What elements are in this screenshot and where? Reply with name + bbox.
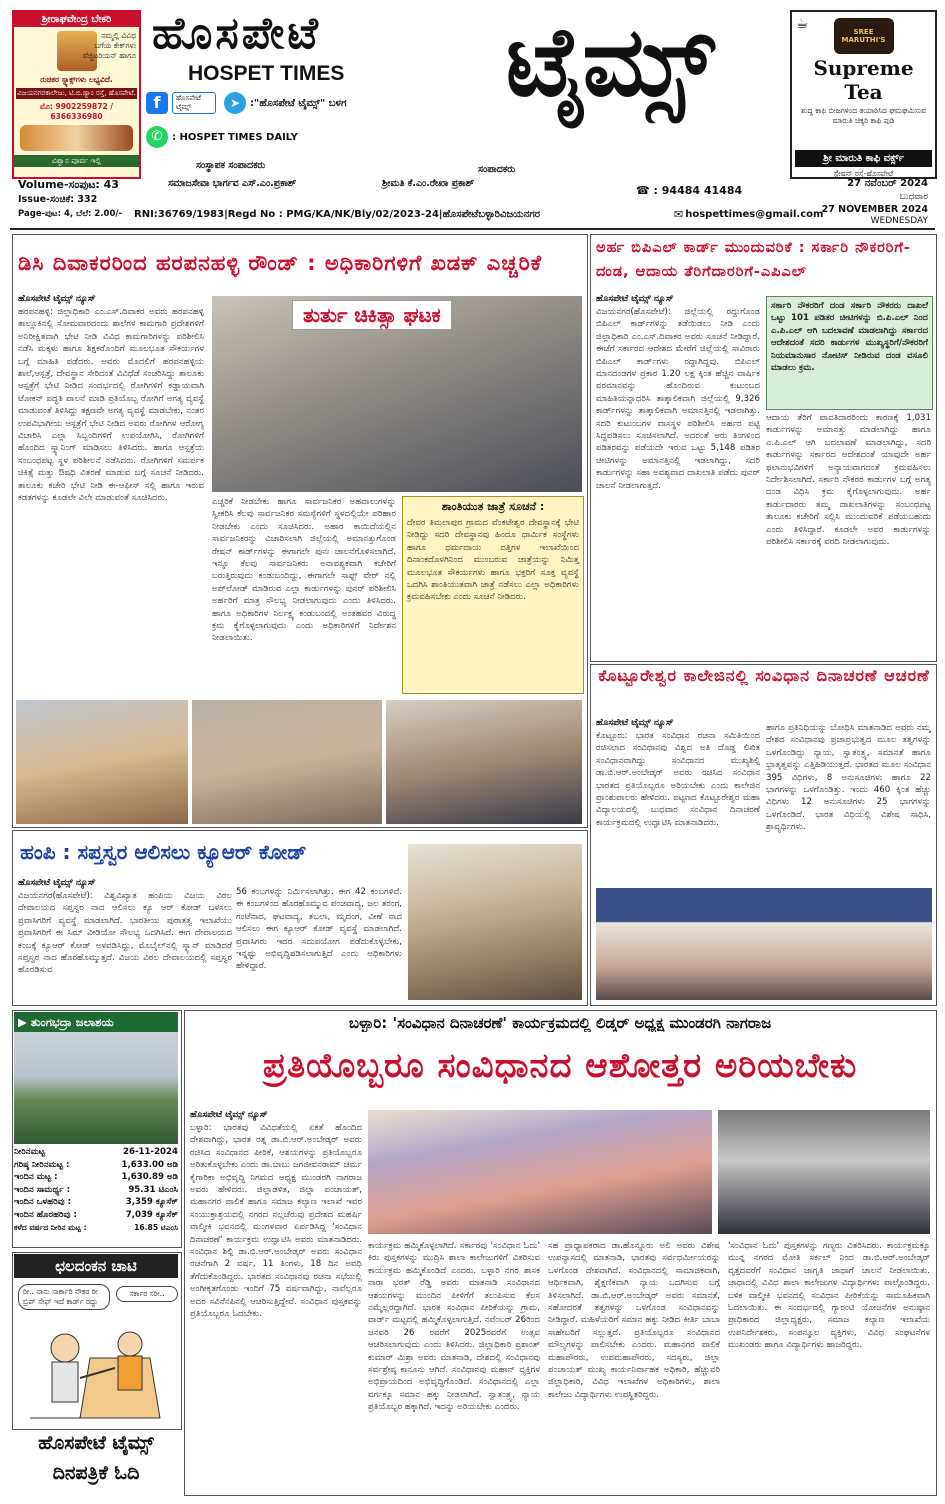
story5-headline: ಪ್ರತಿಯೊಬ್ಬರೂ ಸಂವಿಧಾನದ ಆಶೋತ್ತರ ಅರಿಯಬೇಕು [262, 1046, 858, 1086]
sidebox1-title: ಶಾಂತಿಯುತ ಜಾತ್ರೆ ಸೂಚನೆ : [441, 500, 545, 513]
dam-row-2: ಇಂದಿನ ಮಟ್ಟ : 1,630.89 ಅಡಿ [14, 1172, 178, 1183]
story2-sidebox [766, 296, 933, 410]
story1-headline: ಡಿಸಿ ದಿವಾಕರರಿಂದ ಹರಪನಹಳ್ಳಿ ರೌಂಡ್ : ಅಧಿಕಾರಿಗಳಿಗೆ ಖಡಕ್ ಎಚ್ಚರಿಕೆ [18, 251, 543, 275]
dam-title-text: ತುಂಗಭದ್ರಾ ಜಲಾಶಯ [30, 1015, 114, 1029]
story1-photo3 [192, 700, 382, 824]
story4-col1: ವಿಜಯನಗರ(ಹೊಸಪೇಟೆ): ವಿಶ್ವವಿಖ್ಯಾತ ಹಂಪಿಯ ವಿಜಯ ವಿಠಲ ದೇವಾಲಯದ ಸಪ್ತಸ್ವರ ನಾದ ಆಲಿಸಲು ಕ್ಯೂ ಆರ್ ಕೋಡ್ ಬಳಸಲು ಪ್ರವಾಸಿಗರಿಗೆ ವ್ಯವಸ್ಥೆ ಮಾಡಲಾಗಿದೆ. ಭಾರತೀಯ ಪುರಾತತ್ವ ಇಲಾಖೆಯು ಪ್ರವಾಸಿಗರಿಗೆ ಈ ಸಿಮ್ ವೀಡಿಯೋ ಸೌಲಭ್ಯ ಒದಗಿಸಿದೆ. ಈಗ ದೇವಾಲಯದ ಕಂಬಕ್ಕೆ ಕ್ಯೂಆರ್ ಕೋಡ್ ಅಳವಡಿಸಿದ್ದು, ಮೊಬೈಲ್‌ನಲ್ಲಿ ಸ್ಕ್ಯಾನ್ ಮಾಡಿದರೆ ಸಪ್ತಸ್ವರ ನಾದ ಹೊರಹೊಮ್ಮುತ್ತದೆ. ವಿಜಯ ವಿಠಲ ದೇವಾಲಯದಲ್ಲಿ ಸಪ್ತಸ್ವರ ಹೊರಡಿಸುವ [18, 891, 232, 976]
right-ad-shop: ಶ್ರೀ ಮಾರುತಿ ಕಾಫಿ ವರ್ಕ್ಸ್ [795, 150, 932, 167]
masthead-title-en: HOSPET TIMES [188, 62, 345, 85]
left-ad-line2: ಬಗೆಯ ಕೇಕ್‌ಗಳು [94, 41, 136, 50]
whatsapp-link[interactable] [146, 126, 298, 148]
cartoon-title: ಛಲದಂಕನ ಚಾಟಿ [14, 1254, 178, 1278]
dam-row-3: ಇಂದಿನ ಸಾಮರ್ಥ್ಯ : 95.31 ಟಿಎಂಸಿ [14, 1184, 178, 1195]
story1-col2: ಎಚ್ಚರಿಕೆ ನೀಡಬೇಕು ಹಾಗೂ ಸಾರ್ವಜನಿಕರ ಅಹವಾಲುಗಳನ್ನು ಸ್ವೀಕರಿಸಿ ಕೆಲವು ಸಾರ್ವಜನಿಕರ ಸಮಸ್ಯೆಗಳಿಗೆ ಸ್ಥಳದಲ್ಲಿಯೇ ಪರಿಹಾರ ನೀಡಬೇಕು ಎಂದು ಸೂಚಿಸಿದರು. ಅಹಾರ ಕಾಯಿದೆಯಲ್ಲಿನ ಸಾರ್ವಜನಿಕರನ್ನು ವಿಚಾರಿಸಲಾಗಿ ಜಿಲ್ಲೆಯಲ್ಲಿ ಅಮಾನತ್ತುಗೊಂಡ ರೇಷನ್ ಕಾರ್ಡ್‌ಗಳನ್ನು ಈಗಾಗಲೇ ಪುನಃ ಚಾಲನೆಗೊಳಿಸಲಾಗಿದೆ. ಇನ್ನೂ ಕೆಲವು ಸಾರ್ವಜನಿಕರು ಅನಾವಶ್ಯಕವಾಗಿ ಕಚೇರಿಗೆ ಬರುತ್ತಿರುವುದು ಕಂಡುಬಂದಿದ್ದು, ಈಗಾಗಲೇ ಸಾಫ್ಟ್ ವೇರ್ ನಲ್ಲಿ ಅಪ್‌ಲೋಡ್ ಮಾಡಿರುವ ಎಲ್ಲಾ ಕಾರ್ಡುಗಳನ್ನು ಪುನರ್ ಪರಿಶೀಲಿಸಿ ಅರ್ಹರಿಗೆ ಮಾತ್ರ ಸೌಲಭ್ಯ ನೀಡಲಾಗುವುದು ಎಂದು ತಿಳಿಸಿದರು. ಹಾಗೂ ಅಧಿಕಾರಿಗಳ ನಿರ್ಲಕ್ಷ್ಯ ಕಂಡುಬಂದಲ್ಲಿ ಅಂತಹವರ ವಿರುದ್ಧ ಕ್ರಮ ಕೈಗೊಳ್ಳಲಾಗುವುದು ಎಂದು ಅಧಿಕಾರಿಗಳಿಗೆ ನಿರ್ದೇಶನ ನೀಡಲಾಯಿತು. [212, 497, 396, 644]
story2-headline: ಅರ್ಹ ಬಿಪಿಎಲ್ ಕಾರ್ಡ್ ಮುಂದುವರಿಕೆ : ಸರ್ಕಾರಿ ನೌಕರರಿಗೆ-ದಂಡ, ಆದಾಯ ತೆರಿಗೆದಾರರಿಗೆ-ಎಪಿಎಲ್ [596, 240, 911, 280]
story5-col4: 'ಸಂವಿಧಾನ ಓದು' ಪುಸ್ತಕಗಳನ್ನು ಗಣ್ಯರು ವಿತರಿಸಿದರು. ಕಾರ್ಯಕ್ರಮಕ್ಕೂ ಮುನ್ನ ನಗರದ ಮೋತಿ ಸರ್ಕಲ್ ನಿಂದ ಡಾ.ಬಿ.ಆರ್.ಅಂಬೇಡ್ಕರ್ ವೃತ್ತದವರೆಗೆ ಸಂವಿಧಾನ ಜಾಗೃತಿ ಜಾಥಾಗೆ ಚಾಲನೆ ನೀಡಲಾಯಿತು. ಜಾಥಾದಲ್ಲಿ ವಿವಿಧ ಶಾಲಾ ಕಾಲೇಜುಗಳ ವಿದ್ಯಾರ್ಥಿಗಳು ಪಾಲ್ಗೊಂಡಿದ್ದರು. ಬಳಿಕ ವಾಲ್ಮೀಕಿ ಭವನದಲ್ಲಿ ಸಂವಿಧಾನ ಪೀಠಿಕೆಯನ್ನು ಸಾಮೂಹಿಕವಾಗಿ ಓದಲಾಯಿತು. ಈ ಸಂದರ್ಭದಲ್ಲಿ ಗ್ಯಾರಂಟಿ ಯೋಜನೆಗಳ ಅನುಷ್ಠಾನ ಪ್ರಾಧಿಕಾರದ ಜಿಲ್ಲಾಧ್ಯಕ್ಷರು, ಸಮಾಜ ಕಲ್ಯಾಣ ಇಲಾಖೆಯ ಉಪನಿರ್ದೇಶಕರು, ಸಂಪನ್ಮೂಲ ವ್ಯಕ್ತಿಗಳು, ವಿವಿಧ ಸಂಘಟನೆಗಳ ಮುಖಂಡರು ಹಾಗೂ ವಿದ್ಯಾರ್ಥಿಗಳು ಹಾಜರಿದ್ದರು. [728, 1241, 930, 1351]
telegram-icon: ➤ [224, 92, 246, 114]
promo-line1: ಹೊಸಪೇಟೆ ಟೈಮ್ಸ್ [38, 1432, 154, 1454]
date-en: 27 NOVEMBER 2024 [821, 204, 928, 215]
story3-headline: ಕೊಟ್ಟೂರೇಶ್ವರ ಕಾಲೇಜಿನಲ್ಲಿ ಸಂವಿಧಾನ ದಿನಾಚರಣೆ ಆಚರಣೆ [598, 666, 930, 685]
mail-icon: ✉ [674, 208, 684, 221]
facebook-icon: f [146, 92, 168, 114]
masthead-rule [10, 228, 935, 230]
right-ad-brand: SREE MARUTHI'S [841, 28, 886, 44]
left-ad-phone: ಮೊ: 9902259872 / 6366336980 [39, 102, 114, 121]
story5-photo2 [718, 1110, 930, 1234]
left-ad-cakes [20, 125, 133, 151]
story3-col1: ಕೊಟ್ಟೂರು: ಭಾರತ ಸಂವಿಧಾನ ರಚನಾ ಸಮಿತಿಯಿಂದ ರಚಿಸಲಾದ ಸಂವಿಧಾನವು ವಿಶ್ವದ ಅತಿ ದೊಡ್ಡ ಲಿಖಿತ ಸಂವಿಧಾನವಾಗಿದ್ದು ಸಂವಿಧಾನದ ಮುಖ್ಯಶಿಲ್ಪಿ ಡಾ.ಬಿ.ಆರ್.ಅಂಬೇಡ್ಕರ್ ಅವರು ರಚಿಸಿದ ಸಂವಿಧಾನ ಭಾರತದ ಪ್ರತಿಯೊಬ್ಬರೂ ಅರಿಯಬೇಕು ಎಂದು ಕಾಲೇಜಿನ ಪ್ರಾಂಶುಪಾಲರು ಹೇಳಿದರು. ಪಟ್ಟಣದ ಕೊಟ್ಟೂರೇಶ್ವರ ಮಹಾ ವಿದ್ಯಾಲಯದಲ್ಲಿ ಬುಧವಾರ ಸಂವಿಧಾನ ದಿನಾಚರಣೆ ಕಾರ್ಯಕ್ರಮದಲ್ಲಿ ಉದ್ಘಾಟಿಸಿ ಮಾತನಾಡಿದರು. [596, 731, 760, 828]
dam-row-1: ಗರಿಷ್ಠ ನೀರಿನಮಟ್ಟ : 1,633.00 ಅಡಿ [14, 1159, 178, 1170]
right-ad-title: Supreme Tea [813, 56, 914, 104]
story2-col2: ಆದಾಯ ತೆರಿಗೆ ಪಾವತಿದಾರರಿಂದು ಕಾರಣಕ್ಕೆ 1,031 ಕಾರ್ಡುಗಳನ್ನು ಅಮಾನತ್ತು ಮಾಡಲಾಗಿದ್ದು ಹಾಗೂ ಎ.ಪಿ.ಎಲ್ ಆಗಿ ಬದಲಾವಣೆ ಮಾಡಲಾಗಿದ್ದು, ಸದರಿ ಕಾರ್ಡುಗಳನ್ನು ಸರ್ಕಾರದ ಆದೇಶದಂತೆ ಯಾವುದೇ ಅರ್ಹ ಫಲಾನುಭವಿಗಳಿಗೆ ಅನ್ಯಾಯವಾಗದಂತೆ ಕ್ರಮವಹಿಸಲು ನಿರ್ದೇಶಿಸಲಾಗಿದೆ. ಸರ್ಕಾರಿ ನೌಕರರ ಕಾರ್ಡುಗಳ ಬಗ್ಗೆ ಅಗತ್ಯ ದಂಡ ವಿಧಿಸಿ ಕ್ರಮ ಕೈಗೊಳ್ಳಲಾಗುವುದು. ಅರ್ಹ ಕಾರ್ಡುದಾರರು ತಮ್ಮ ದಾಖಲಾತಿಗಳನ್ನು ಸಂಬಂಧಪಟ್ಟ ತಾಲೂಕು ಕಚೇರಿಗೆ ಸಲ್ಲಿಸಿ ಮುಂದುವರಿಕೆ ಪಡೆಯಬಹುದು ಎಂದು ತಿಳಿಸಿದ್ದಾರೆ. ಕೂಡಲೇ ಅವರ ಕಾರ್ಡುಗಳನ್ನು ಪರಿಶೀಲಿಸಿ ಸರ್ಕಾರಕ್ಕೆ ವರದಿ ನೀಡಲಾಗುವುದು. [766, 413, 931, 548]
cartoon-drawing [20, 1318, 170, 1422]
left-ad-line4: ರುಚಿಕರ ಸ್ನ್ಯಾಕ್ಸ್‌ಗಳು ಲಭ್ಯವಿದೆ. [40, 75, 113, 84]
left-ad [12, 10, 141, 179]
story2-col1: ವಿಜಯನಗರ(ಹೊಸಪೇಟೆ): ಜಿಲ್ಲೆಯಲ್ಲಿ ರದ್ದುಗೊಂಡ ಬಿಪಿಎಲ್ ಕಾರ್ಡ್‌ಗಳನ್ನು ತಡೆಯಿಡಲು ನೀಡಿ ಎಂದು ಜಿಲ್ಲಾಧಿಕಾರಿ ಎಂ.ಎಸ್.ದಿವಾಕರ ಅವರು ಸೂಚನೆ ನೀಡಿದ್ದಾರೆ. ಈಚೆಗೆ ಸರ್ಕಾರದ ಆದೇಶದ ಮೇರೆಗೆ ಜಿಲ್ಲೆಯಲ್ಲಿ ಸಾವಿರಾರು ಬಿಪಿಎಲ್ ಕಾರ್ಡ್‌ಗಳು ರದ್ದಾಗಿದ್ದವು. ಬಿಪಿಎಲ್ ಮಾನದಂಡಗಳ ಪ್ರಕಾರ 1.20 ಲಕ್ಷ ಕ್ಕಿಂತ ಹೆಚ್ಚಿನ ವಾರ್ಷಿಕ ವರಮಾನವನ್ನು ಹೊಂದಿರುವ ಕುಟುಂಬದ ಮಾಹಿತಿಯನ್ನಾಧರಿಸಿ ತಾತ್ಕಾಲಿಕವಾಗಿ ಜಿಲ್ಲೆಯಲ್ಲಿ 9,326 ಕಾರ್ಡ್‌ಗಳನ್ನು ತಾತ್ಕಾಲಿಕವಾಗಿ ಅಮಾನತ್ತಿನಲ್ಲಿ ಇಡಲಾಗಿತ್ತು. ಸದರಿ ಕುಟುಂಬಗಳ ವಾಸಸ್ಥಳ ಪರಿಶೀಲಿಸಿ ಅರ್ಹರ ಪಟ್ಟಿ ಸಿದ್ಧಪಡಿಸಲು ಸೂಚಿಸಲಾಗಿದೆ. ಅದರಂತೆ ಅರು ತಿಂಗಳಿಂದ ಪಡಿತರವನ್ನು ಪಡೆಯದೇ ಇರುವ ಒಟ್ಟು 5,148 ಪಡಿತರ ಚೀಟಿಗಳನ್ನು ಅಮಾನತ್ತಿನಲ್ಲಿ ಇಡಲಾಗಿದ್ದು, ಸದರಿ ಕಾರ್ಡುಗಳನ್ನು ಸಹಾ ಅವಶ್ಯವಾದ ದಾಖಲಾತಿ ಪಡೆದು ಪುನರ್ ಚಾಲನೆ ನೀಡಲಾಗುತ್ತದೆ. [596, 307, 760, 491]
founder-label: ಸಂಸ್ಥಾಪಕ ಸಂಪಾದಕರು [196, 160, 266, 171]
issue: Issue-ಸಂಚಿಕೆ: 332 [18, 194, 98, 205]
story3-col2: ಹಾಗೂ ಪ್ರತಿನಿಧಿಯನ್ನು ಬೋಧಿಸಿ ಮಾತನಾಡಿದ ಅವರು ನಮ್ಮ ದೇಶದ ಸಂವಿಧಾನವು ಪ್ರಜಾಪ್ರಭುತ್ವದ ಮೂಲ ತತ್ವಗಳನ್ನು ಒಳಗೊಂಡಿದ್ದು ನ್ಯಾಯ, ಸ್ವಾತಂತ್ರ್ಯ, ಸಮಾನತೆ ಹಾಗೂ ಭ್ರಾತೃತ್ವವನ್ನು ಎತ್ತಿಹಿಡಿಯುತ್ತದೆ. ಭಾರತದ ಮೂಲ ಸಂವಿಧಾನ 395 ವಿಧಿಗಳು, 8 ಅನುಸೂಚಿಗಳು ಹಾಗೂ 22 ಭಾಗಗಳನ್ನು ಒಳಗೊಂಡಿತ್ತು. ಇಂದು 460 ಕ್ಕಿಂತ ಹೆಚ್ಚು ವಿಧಿಗಳು 12 ಅನುಸೂಚಿಗಳು 25 ಭಾಗಗಳನ್ನು ಒಳಗೊಂಡಿದೆ. ಭಾರತ ವಿಧಿಯಲ್ಲಿ ವಿಶೇಷ ಸಾಧಿಸಿ, ಶ್ರಾವ್ಯರ್ಥಿಗಳು. [766, 723, 931, 833]
phone-number: ☎ : 94484 41484 [636, 184, 743, 197]
date-kn: 27 ನವೆಂಬರ್ 2024 [847, 178, 928, 189]
masthead-big-word: ಟೈಮ್ಸ್ [505, 5, 715, 118]
masthead-title-kn: ಹೊಸಪೇಟೆ [152, 8, 321, 59]
cartoon-bubble1: ರೀ.. ನಾನು ಸಾರ್ಕಾರಿ ನೌಕರ ರೀ ಬ್ರಿಪ್ ಸೇಫ್ ಇದೆ ಕಾರ್ಡ್ ರದ್ದು [18, 1284, 110, 1310]
facebook-text: ಹೊಸಪೇಟೆ ಟೈಮ್ಸ್ [172, 92, 216, 114]
left-ad-address: ವಿಜಯನಗರಕಾಲೇಜು, ಟಿ.ಬಿ.ಡ್ಯಾಂ ರಸ್ತೆ, ಹೊಸಪೇಟೆ. [17, 89, 136, 97]
right-ad-logo [834, 18, 894, 54]
dam-table [14, 1146, 178, 1234]
dam-row-6: ಕಳೆದ ವರ್ಷದ ನೀರಿನ ಮಟ್ಟ : 16.85 ಟಿಎಂಸಿ [14, 1222, 178, 1232]
day-en: WEDNESDAY [870, 216, 928, 226]
story5-col1: ಬಳ್ಳಾರಿ: ಭಾರತವು ವಿವಿಧತೆಯಲ್ಲಿ ಏಕತೆ ಹೊಂದಿದ ದೇಶವಾಗಿದ್ದು, ಭಾರತ ರತ್ನ ಡಾ.ಬಿ.ಆರ್.ಅಂಬೇಡ್ಕರ್ ಅವರು ರಚಿಸಿದ ಸಂವಿಧಾನದ ಪೀಠಿಕೆ, ಆಶಯಗಳನ್ನು ಪ್ರತಿಯೊಬ್ಬರೂ ಅರಿತುಕೊಳ್ಳಬೇಕು ಎಂದು ಡಾ.ಬಾಬು ಜಗಜೀವನರಾಮ್ ಚರ್ಮ ಕೈಗಾರಿಕಾ ಅಭಿವೃದ್ಧಿ ನಿಗಮದ ಅಧ್ಯಕ್ಷ ಮುಂಡರಗಿ ನಾಗರಾಜ ಅವರು ಹೇಳಿದರು. ಜಿಲ್ಲಾಡಳಿತ, ಜಿಲ್ಲಾ ಪಂಚಾಯತ್, ಮಹಾನಗರ ಪಾಲಿಕೆ ಹಾಗೂ ಸಮಾಜ ಕಲ್ಯಾಣ ಇಲಾಖೆ ಇವರ ಸಂಯುಕ್ತಾಶ್ರಯದಲ್ಲಿ ನಗರದ ನಲ್ಲಚೆರುವು ಪ್ರದೇಶದ ಮಹರ್ಷಿ ವಾಲ್ಮೀಕಿ ಭವನದಲ್ಲಿ ಮಂಗಳವಾರ ಏರ್ಪಡಿಸಿದ್ದ 'ಸಂವಿಧಾನ ದಿನಾಚರಣೆ' ಕಾರ್ಯಕ್ರಮ ಉದ್ಘಾಟಿಸಿ ಅವರು ಮಾತನಾಡಿದರು. ಸಂವಿಧಾನ ಶಿಲ್ಪಿ ಡಾ.ಬಿ.ಆರ್.ಅಂಬೇಡ್ಕರ್ ಅವರು ಸಂವಿಧಾನ ರಚನೆಗಾಗಿ 2 ವರ್ಷ, 11 ತಿಂಗಳು, 18 ದಿನ ಅವಧಿ ತೆಗೆದುಕೊಂಡಿದ್ದರು. ಭಾರತದ ಸಂವಿಧಾನವು ರಚನಾ ಸಭೆಯಲ್ಲಿ ಅಂಗೀಕೃತಗೊಂಡು ಇಂದಿಗೆ 75 ವರ್ಷವಾಗಿದ್ದು, ನಾವೆಲ್ಲರೂ ಅದರ ಸವಿನೆನಪಿನಲ್ಲಿ ಆಚರಿಸುತ್ತಿದ್ದೇವೆ. ಸಂವಿಧಾನ ಪುಸ್ತಕವನ್ನು ಪ್ರತಿಯೊಬ್ಬರೂ ಓದಬೇಕು. [190, 1123, 362, 1320]
dam-photo [14, 1032, 178, 1144]
story4-headline: ಹಂಪಿ : ಸಪ್ತಸ್ವರ ಆಲಿಸಲು ಕ್ಯೂಆರ್ ಕೋಡ್ [20, 840, 307, 864]
left-ad-line1: ನಮ್ಮಲ್ಲಿ ವಿವಿಧ [101, 31, 136, 40]
telegram-text: :"ಹೊಸಪೇಟೆ ಟೈಮ್ಸ್" ಬಳಗ [250, 97, 347, 109]
story3-byline: ಹೊಸಪೇಟೆ ಟೈಮ್ಸ್ ನ್ಯೂಸ್ [596, 718, 674, 728]
right-ad-desc: ಶುದ್ಧ ಕಾಫಿ ಬೀಜಗಳಿಂದ ತಯಾರಿಸಿದ ಘಮಘಮಿಸುವ ಮಾರುತಿ ಚಿಕ್ಕರಿ ಕಾಫಿ ಪುಡಿ [800, 106, 927, 125]
story2-byline: ಹೊಸಪೇಟೆ ಟೈಮ್ಸ್ ನ್ಯೂಸ್ [596, 294, 674, 304]
story5-col2: ಕಾರ್ಯಕ್ರಮ ಹಮ್ಮಿಕೊಳ್ಳಲಾಗಿದೆ. ಸರ್ಕಾರವು 'ಸಂವಿಧಾನ ಓದು' ಕಿರು ಪುಸ್ತಕಗಳನ್ನು ಮುದ್ರಿಸಿ ಶಾಲಾ ಕಾಲೇಜುಗಳಿಗೆ ವಿತರಿಸುವ ಕಾರ್ಯಕ್ರಮ ಹಮ್ಮಿಕೊಂಡಿದೆ ಎಂದರು. ಬಳ್ಳಾರಿ ನಗರ ಶಾಸಕ ನಾರಾ ಭರತ್ ರೆಡ್ಡಿ ಅವರು ಮಾತನಾಡಿ ಸಂವಿಧಾನದ ಆಶಯಗಳನ್ನು ಮುಂದಿನ ಪೀಳಿಗೆಗೆ ತಲುಪಿಸುವ ಕೆಲಸ ನಮ್ಮೆಲ್ಲರದ್ದಾಗಿದೆ. ಭಾರತ ಸಂವಿಧಾನ ಪೀಠಿಕೆಯನ್ನು ಗ್ರಾಮ, ವಾರ್ಡ್ ಮಟ್ಟದಲ್ಲಿ ಹಮ್ಮಿಕೊಳ್ಳಲಾಗುತ್ತಿದೆ. ನವೆಂಬರ್ 26ರಿಂದ ಜನವರಿ 26 ರವರೆಗೆ 2025ರವರೆಗೆ ಉತ್ಸವ ಆಚರಿಸಲಾಗುವುದು ಎಂದು ತಿಳಿಸಿದರು. ಜಿಲ್ಲಾಧಿಕಾರಿ ಪ್ರಶಾಂತ್ ಕುಮಾರ್ ಮಿಶ್ರಾ ಅವರು ಮಾತನಾಡಿ, ದೇಶದಲ್ಲಿ ಸಂವಿಧಾನವು ಸರ್ವಶ್ರೇಷ್ಠ ಕಾನೂನು ಆಗಿದೆ. ಸಂವಿಧಾನವು ಮಹಾನ್ ವ್ಯಕ್ತಿಗಳ ಅಭಿಪ್ರಾಯದಿಂದ ಅಭಿವೃದ್ಧಿಗೊಂಡಿದೆ. ಸಂವಿಧಾನದಲ್ಲಿ ಎಲ್ಲಾ ವರ್ಗಕ್ಕೂ ಸಮಾನ ಹಕ್ಕು ನೀಡಲಾಗಿದೆ. ಸ್ವಾತಂತ್ರ್ಯ, ನ್ಯಾಯ ಪ್ರತಿಯೊಬ್ಬರ ಹಕ್ಕಾಗಿದೆ. ಇದನ್ನು ಅರಿಯಬೇಕು ಎಂದರು. [368, 1241, 540, 1413]
left-ad-footer: ವಿಶ್ವಾಸ ಪೂರ್ವ ಇಲ್ಲಿ [14, 155, 139, 167]
story1-photo2 [16, 700, 188, 824]
story2-sidebox-text: ಸರ್ಕಾರಿ ನೌಕರರಿಗೆ ದಂಡ ಸರ್ಕಾರಿ ನೌಕರರು ದಾಖಲೆ ಒಟ್ಟು 101 ಪಡಿತರ ಚೀಟಿಗಳನ್ನು ಬಿ.ಪಿ.ಎಲ್ ನಿಂದ ಎ.ಪಿ.ಎಲ್ ಆಗಿ ಬದಲಾವಣೆ ಮಾಡಲಾಗಿದ್ದು ಸರ್ಕಾರದ ಆದೇಶದಂತೆ ಸದರಿ ಕಾರ್ಡುಗಳ ಮುಖ್ಯಸ್ಥರಿಗೆ/ನೌಕರರಿಗೆ ನಿಯಮಾನುಸಾರ ನೋಟಿಸ್ ನೀಡಿರುವ ದಂಡ ವಸೂಲಿ ಮಾಡಲು ಕ್ರಮ. [771, 301, 928, 374]
right-ad-address: ಸ್ಟೇಷನ್ ರಸ್ತೆ-ಹೊಸಪೇಟೆ [833, 169, 894, 178]
story1-photo [212, 296, 582, 492]
founder-name: ಸಮಾಜಸೇವಾ ಭಾರ್ಗವ ಎಸ್.ಎಂ.ಪ್ರಕಾಶ್ [168, 178, 297, 189]
cartoon-bubble2: ಸರ್ಕಾರ ಸರೀ.. [116, 1286, 178, 1302]
story5-byline: ಹೊಸಪೇಟೆ ಟೈಮ್ಸ್ ನ್ಯೂಸ್ [190, 1110, 268, 1120]
story5-col3: ಸಹ ಪ್ರಾಧ್ಯಾಪಕರಾದ ಡಾ.ಹೊನ್ನೂರು ಅಲಿ ಅವರು ವಿಶೇಷ ಉಪನ್ಯಾಸದಲ್ಲಿ ಮಾತನಾಡಿ, ಭಾರತವು ಸರ್ವಧರ್ಮೀಯರನ್ನು ಒಳಗೊಂಡ ದೇಶವಾಗಿದೆ. ಸಂವಿಧಾನದಲ್ಲಿ ಸಾಮಾಜಿಕವಾಗಿ, ಆರ್ಥಿಕವಾಗಿ, ಶೈಕ್ಷಣಿಕವಾಗಿ ನ್ಯಾಯ ಒದಗಿಸುವ ಬಗ್ಗೆ ತಿಳಿಸಲಾಗಿದೆ. ಡಾ.ಬಿ.ಆರ್.ಅಂಬೇಡ್ಕರ್ ಅವರು ಸಮಾನತೆ, ಸಹೋದರತೆ ತತ್ವಗಳನ್ನು ಒಳಗೊಂಡ ಸಂವಿಧಾನವನ್ನು ನೀಡಿದ್ದಾರೆ. ಮಹಿಳೆಯರಿಗೆ ಸಮಾನ ಹಕ್ಕು ನೀಡಿದ ಕೀರ್ತಿ ಬಾಬಾ ಸಾಹೇಬರಿಗೆ ಸಲ್ಲುತ್ತದೆ. ಪ್ರತಿಯೊಬ್ಬರೂ ಸಂವಿಧಾನದ ಮೌಲ್ಯಗಳನ್ನು ಪಾಲಿಸಬೇಕು ಎಂದರು. ಮಹಾನಗರ ಪಾಲಿಕೆ ಮಹಾಪೌರರು, ಉಪಮಹಾಪೌರರು, ಸದಸ್ಯರು, ಜಿಲ್ಲಾ ಪಂಚಾಯತ್ ಮುಖ್ಯ ಕಾರ್ಯನಿರ್ವಾಹಕ ಅಧಿಕಾರಿ, ಹೆಚ್ಚುವರಿ ಜಿಲ್ಲಾಧಿಕಾರಿ, ವಿವಿಧ ಇಲಾಖೆಗಳ ಅಧಿಕಾರಿಗಳು, ಶಾಲಾ ಕಾಲೇಜು ವಿದ್ಯಾರ್ಥಿಗಳು ಉಪಸ್ಥಿತರಿದ್ದರು. [548, 1241, 720, 1400]
story5-photo1 [368, 1110, 712, 1234]
dam-title [14, 1012, 178, 1033]
tea-cup-icon: ☕ [796, 16, 809, 32]
left-ad-line3: ವೆಜ್ಜಿಟರಿಯನ್ ಹಾಗೂ [82, 51, 136, 60]
dam-row-4: ಇಂದಿನ ಒಳಹರಿವು : 3,359 ಕ್ಯೂಸೆಕ್ [14, 1197, 178, 1208]
story1-col1: ಹರಪನಹಳ್ಳಿ: ಜಿಲ್ಲಾಧಿಕಾರಿ ಎಂ.ಎಸ್.ದಿವಾಕರ ಅವರು ಹರಪನಹಳ್ಳಿ ತಾಲ್ಲೂಕಿನಲ್ಲಿ ಸೋಮವಾರದಂದು ಶಾಲೆಗಳ ಕಾಮಗಾರಿ ಪ್ರದೇಶಗಳಿಗೆ ಅನಿರೀಕ್ಷಿತವಾಗಿ ಭೇಟಿ ನೀಡಿ ವಿವಿಧ ಕಾಮಗಾರಿಗಳನ್ನು ಪರಿಶೀಲಿಸಿ ನಡೆಸಿ ಮಕ್ಕಳು ಹಾಗೂ ಶಿಕ್ಷಕರೊಂದಿಗೆ ಮೂಲಭೂತ ಸೌಕರ್ಯಗಳ ಬಗ್ಗೆ ಮಾಹಿತಿ ಪಡೆದರು. ಅವರು ಮೊದಲಿಗೆ ಹರಪನಹಳ್ಳಿಯ ಶಾಲೆ,ಆಸ್ಪತ್ರೆ, ದೇವಸ್ಥಾನ ಸೇರಿದಂತೆ ವಿವಿಧೆಡೆ ಸಂಚರಿಸಿದ್ದು ತಾಲೂಕು ಆಸ್ಪತ್ರೆಗೆ ಭೇಟಿ ನೀಡಿದ ಸಂದರ್ಭದಲ್ಲಿ ರೋಗಿಗಳಿಗೆ ಕಡ್ಡಾಯವಾಗಿ ಟೋಕನ್ ಪದ್ಧತಿ ಪಾಲನೆ ಮಾಡಿ ಪ್ರತಿಯೊಬ್ಬ ರೋಗಿಗೆ ಅಗತ್ಯ ವ್ಯವಸ್ಥೆ ಮಾಡುವಂತೆ ತಿಳಿಸಿದ್ದು ತಕ್ಷಣವೇ ಅಗತ್ಯ ವ್ಯವಸ್ಥೆ ಮಾಡಬೇಕು, ನಂತರ ಉಪವಿಭಾಗೀಯ ಆಸ್ಪತ್ರೆಗೆ ಭೇಟಿ ನೀಡಿದ ಅವರು ರೋಗಿಗಳ ಆರೋಗ್ಯ ವಿಚಾರಿಸಿ ಎಲ್ಲಾ ಸಿಬ್ಬಂದಿಗಳಿಗೆ ಉಪಯೋಗಿಸಿ, ರೋಗಿಗಳಿಗೆ ಹೊಂದಿದ ಸ್ಕ್ಯಾನಿಂಗ್ ಮಾಡಿಸಲು ತಿಳಿಸಿದರು. ಹಾಗೂ ಆಸ್ಪತ್ರೆಯ ಸಂಬಂಧಪಟ್ಟ ಸ್ಥಳ ಪರಿಶೀಲನೆ ನಡೆಸಿದರು. ರೋಗಿಗಳಿಗೆ ಸಮರ್ಪಕ ಚಿಕಿತ್ಸೆ ಮತ್ತು ಔಷಧಿ ವಿತರಣೆ ಮಾಡುವ ಬಗ್ಗೆ ಸೂಚನೆ ನೀಡಿದರು. ತಾಲೂಕು ಕಚೇರಿ ಭೇಟಿ ನೀಡಿ ಈ-ಆಫೀಸ್ ಸಲ್ಲಿ ಹಾಗೂ ಇರುವ ಕಡತಗಳನ್ನು ಕೂಡಲೇ ವಿಲೇ ಮಾಡುವಂತೆ ಸೂಚಿಸಿದರು. [18, 307, 204, 504]
editor-label: ಸಂಪಾದಕರು [478, 164, 516, 175]
dam-row-5: ಇಂದಿನ ಹೊರಹರಿವು : 7,039 ಕ್ಯೂಸೆಕ್ [14, 1209, 178, 1220]
story1-photo4 [386, 700, 582, 824]
story4-col2: 56 ಕಂಬಗಳನ್ನು ನಿರ್ಮಿಸಲಾಗಿತ್ತು. ಈಗ 42 ಕಂಬಗಳಿವೆ. ಈ ಕಂಬಗಳಿಂದ ಹೊರಹೊಮ್ಮುವ ಪಂಚವಾದ್ಯ, ಜಲ ತರಂಗ, ಗಂಟೆನಾದ, ಘಟವಾದ್ಯ, ತಬಲಾ, ಮೃದಂಗ, ವೀಣೆ ನಾದ ಆಲಿಸಲು ಈಗ ಕ್ಯೂಆರ್ ಕೋಡ್ ವ್ಯವಸ್ಥೆ ಮಾಡಲಾಗಿದೆ. ಪ್ರವಾಸಿಗರು ಇದರ ಸದುಪಯೋಗ ಪಡೆದುಕೊಳ್ಳಬೇಕು, ಇನ್ನಷ್ಟು ಅಭಿವೃದ್ಧಿಪಡಿಸಲಾಗುತ್ತಿದೆ ಎಂದು ಅಧಿಕಾರಿಗಳು ಹೇಳಿದ್ದಾರೆ. [236, 887, 402, 972]
rni-line: RNI:36769/1983|Regd No : PMG/KA/NK/Bly/02/2023-24|ಹೊಸಪೇಟೆಬಳ್ಳಾರಿವಿಜಯನಗರ [134, 209, 541, 220]
facebook-link[interactable] [146, 92, 216, 114]
editor-name: ಶ್ರೀಮತಿ ಕೆ.ಎಂ.ರೇಖಾ ಪ್ರಕಾಶ್ [382, 178, 475, 189]
email-text: hospettimes@gmail.com [685, 209, 824, 220]
left-ad-title: ಶ್ರೀರಾಘವೇಂದ್ರ ಬೇಕರಿ [14, 12, 139, 27]
dam-arrow-icon: ▶ [18, 1015, 31, 1029]
whatsapp-icon: ✆ [146, 126, 168, 148]
right-ad [790, 10, 937, 179]
telegram-link[interactable] [224, 92, 346, 114]
pages-price: Page-ಪುಟ: 4, ಬೆಲೆ: 2.00/- [18, 209, 123, 219]
story4-byline: ಹೊಸಪೇಟೆ ಟೈಮ್ಸ್ ನ್ಯೂಸ್ [18, 878, 96, 888]
dam-row-0: ನೀರಿನಮಟ್ಟ 26-11-2024 [14, 1147, 178, 1157]
story1-byline: ಹೊಸಪೇಟೆ ಟೈಮ್ಸ್ ನ್ಯೂಸ್ [18, 294, 96, 304]
story4-photo [408, 844, 582, 1000]
story3-photo [596, 888, 932, 1000]
story5-kicker: ಬಳ್ಳಾರಿ: 'ಸಂವಿಧಾನ ದಿನಾಚರಣೆ' ಕಾರ್ಯಕ್ರಮದಲ್ಲಿ ಲಿಡ್ಕರ್ ಅಧ್ಯಕ್ಷ ಮುಂಡರಗಿ ನಾಗರಾಜ [348, 1014, 772, 1032]
sidebox1 [402, 496, 584, 694]
day-kn: ಬುಧವಾರ [899, 192, 928, 202]
sidebox1-body: ದೇವರ ತಿಮಲಾಪುರ ಗ್ರಾಮದ ವೆಂಕಟೇಶ್ವರ ದೇವಸ್ಥಾನಕ್ಕೆ ಭೇಟಿ ನೀಡಿದ್ದು ಸದರಿ ದೇವಸ್ಥಾನವು ಹಿಂದೂ ಧಾರ್ಮಿಕ ಸಂಸ್ಥೆಗಳು ಹಾಗೂ ಧರ್ಮದಾಯ ದತ್ತಿಗಳ ಇಲಾಖೆಯಿಂದ ದಿನಾಂಕದೊಳಗಿನಿಂದ ಮುಂಬರುವ ಜಾತ್ರೆಯನ್ನು ನಿಮಿತ್ತ ಮೂಲಭೂತ ಸೌಕರ್ಯಗಳು ಹಾಗೂ ಭಕ್ತರಿಗೆ ಸೂಕ್ತ ವ್ಯವಸ್ಥೆ ಒದಗಿಸಿ ಶಾಂತಿಯುತವಾಗಿ ಜಾತ್ರೆ ನಡೆಸಲು ಎಲ್ಲಾ ಅಧಿಕಾರಿಗಳು ಕ್ರಮವಹಿಸಬೇಕು ಎಂದು ಸೂಚನೆ ನೀಡಿದರು. [407, 518, 579, 603]
volume: Volume-ಸಂಪುಟ: 43 [18, 178, 119, 191]
promo-line2: ದಿನಪತ್ರಿಕೆ ಓದಿ [52, 1462, 140, 1484]
story1-photo-sign: ತುರ್ತು ಚಿಕಿತ್ಸಾ ಘಟಕ [292, 300, 452, 330]
whatsapp-text: : HOSPET TIMES DAILY [172, 131, 298, 143]
